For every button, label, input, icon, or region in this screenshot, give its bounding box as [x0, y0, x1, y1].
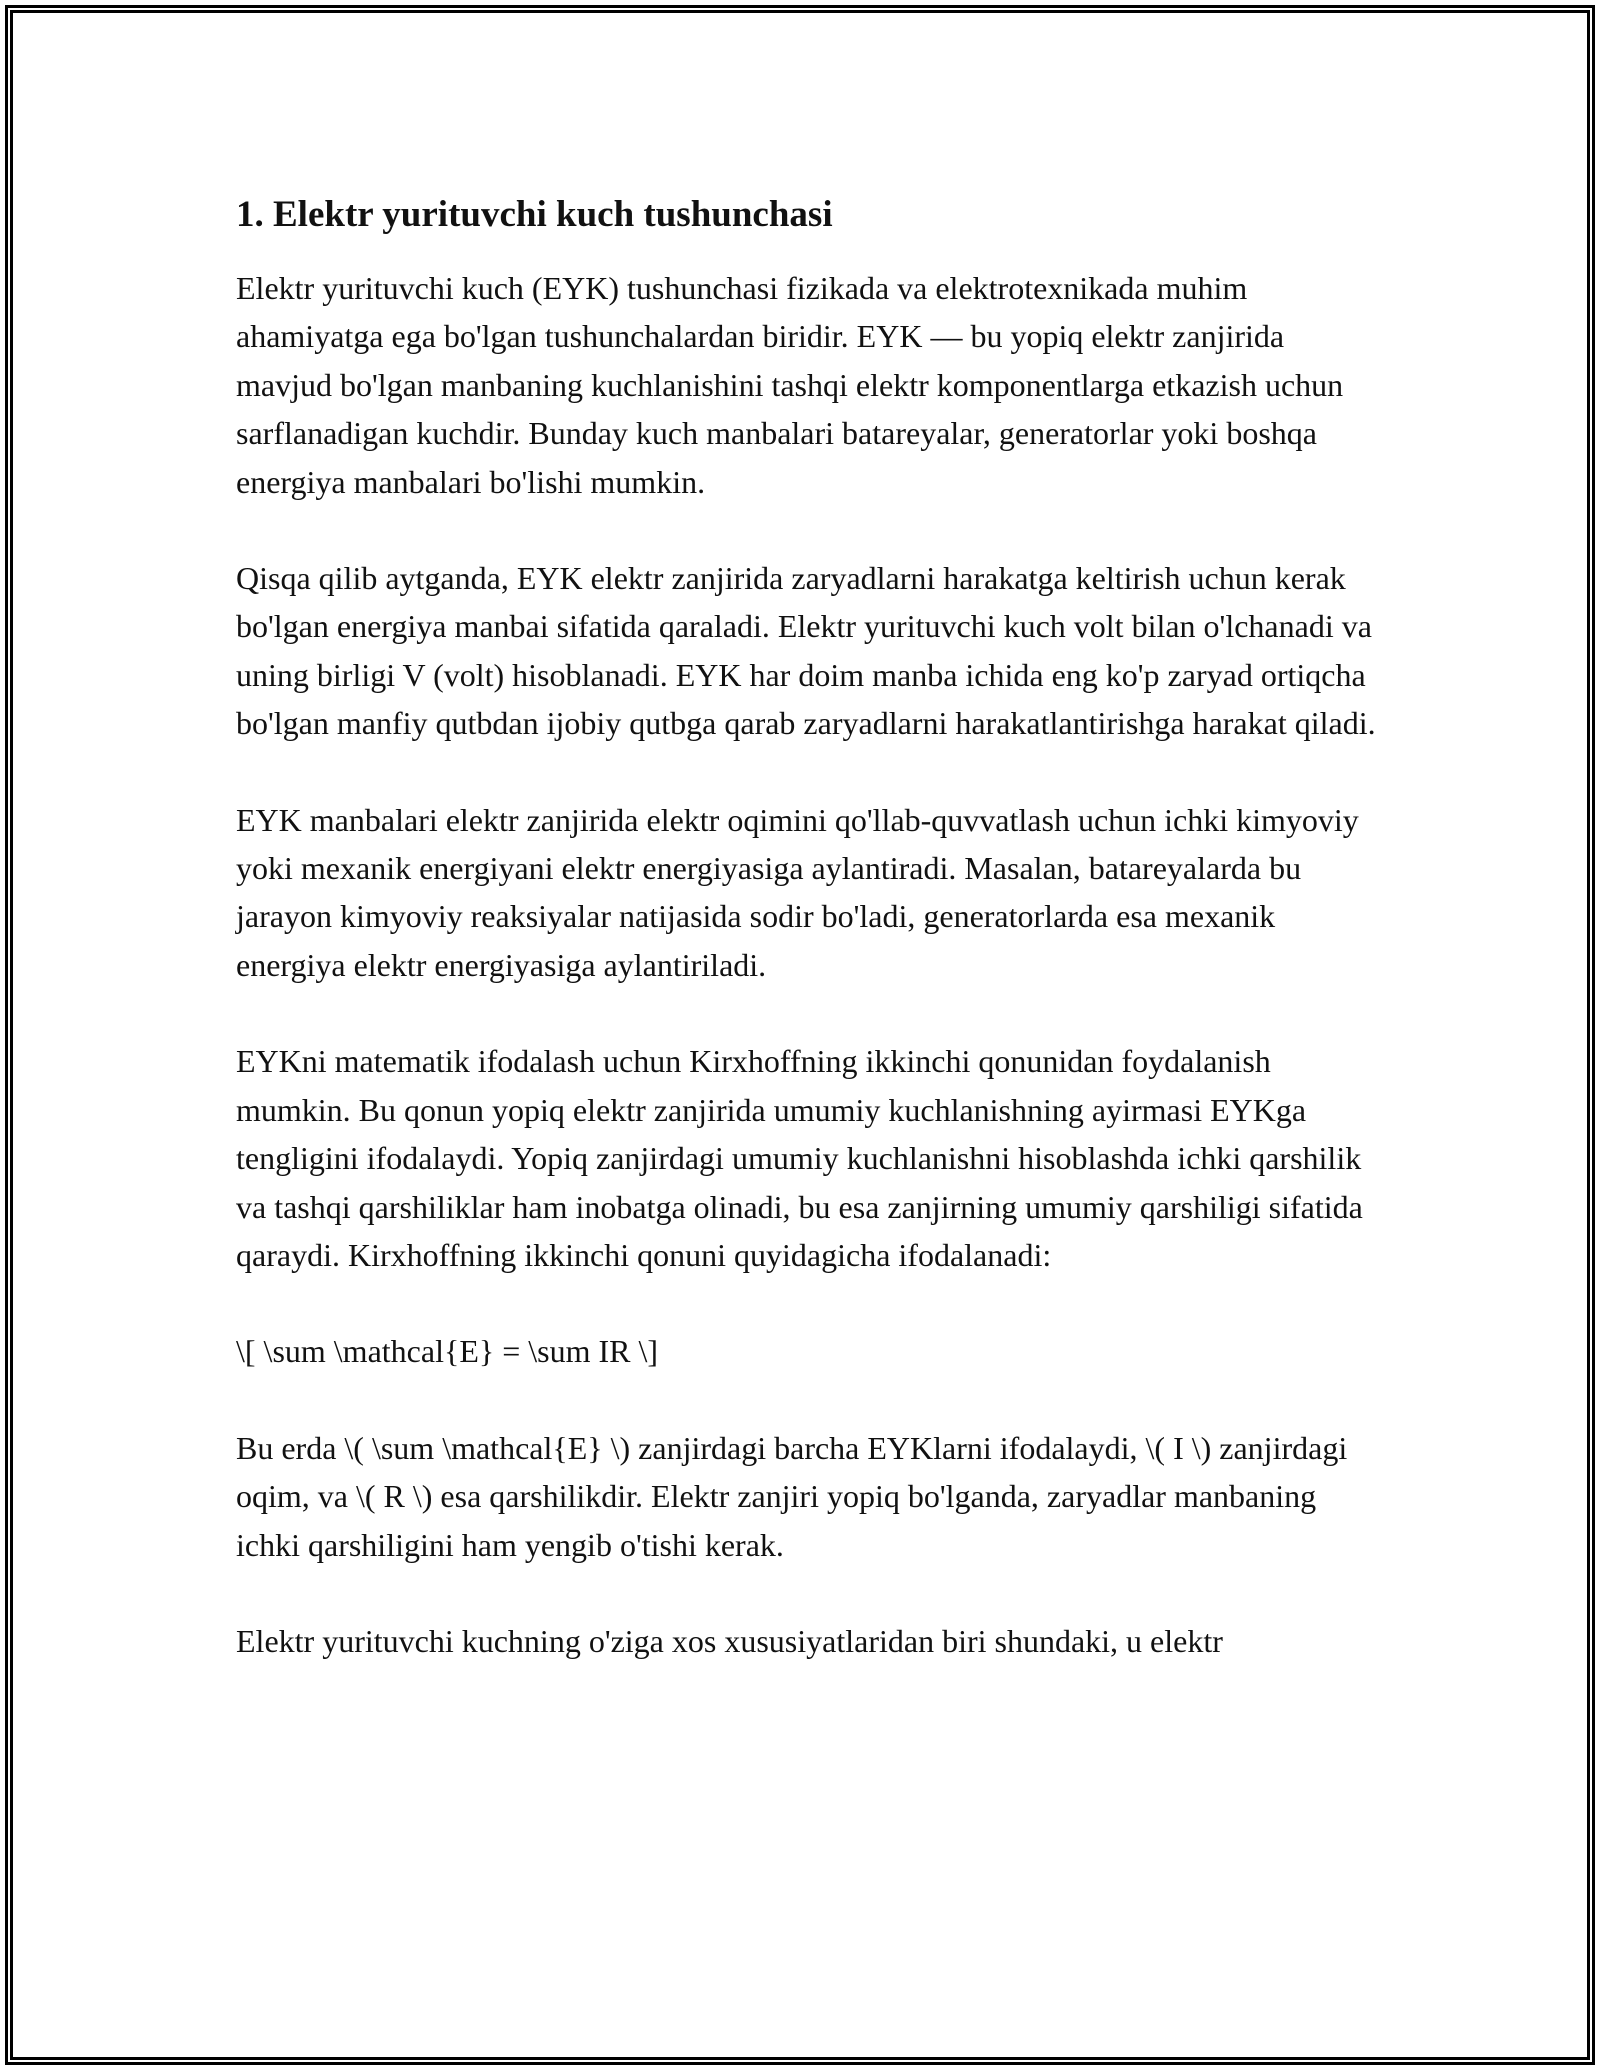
document-body — [236, 188, 1386, 1665]
paragraph-eyk-sources: EYK manbalari elektr zanjirida elektr oqimini qo'llab-quvvatlash uchun ichki kimyoviy yoki mexanik energiyani elektr energiyasiga aylantiradi. Masalan, batareyalarda bu jarayon kimyoviy reaksiyalar natijasida sodir bo'ladi, generatorlarda esa mexanik energiya elektr energiyasiga aylantiriladi. — [236, 801, 1359, 983]
section-heading: 1. Elektr yurituvchi kuch tushunchasi — [236, 194, 833, 235]
paragraph-kirchhoff-law: EYKni matematik ifodalash uchun Kirxhoffning ikkinchi qonunidan foydalanish mumkin. Bu qonun yopiq elektr zanjirida umumiy kuchlanishning ayirmasi EYKga tengligini ifodalaydi. Yopiq zanjirdagi umumiy kuchlanishni hisoblashda ichki qarshilik va tashqi qarshiliklar ham inobatga olinadi, bu esa zanjirning umumiy qarshiligi sifatida qaraydi. Kirxhoffning ikkinchi qonuni quyidagicha ifodalanadi: — [236, 1043, 1363, 1273]
paragraph-eyk-definition: Elektr yurituvchi kuch (EYK) tushunchasi fizikada va elektrotexnikada muhim ahamiyatga ega bo'lgan tushunchalardan biridir. EYK — bu yopiq elektr zanjirida mavjud bo'lgan manbaning kuchlanishini tashqi elektr komponentlarga etkazish uchun sarflanadigan kuchdir. Bunday kuch manbalari batareyalar, generatorlar yoki boshqa energiya manbalari bo'lishi mumkin. — [236, 270, 1344, 500]
formula-kirchhoff: \[ \sum \mathcal{E} = \sum IR \] — [236, 1333, 659, 1370]
paragraph-eyk-properties: Elektr yurituvchi kuchning o'ziga xos xususiyatlaridan biri shundaki, u elektr — [236, 1622, 1223, 1659]
paragraph-formula-explanation: Bu erda \( \sum \mathcal{E} \) zanjirdagi barcha EYKlarni ifodalaydi, \( I \) zanjirdagi oqim, va \( R \) esa qarshilikdir. Elektr zanjiri yopiq bo'lganda, zaryadlar manbaning ichki qarshiligini ham yengib o'tishi kerak. — [236, 1429, 1348, 1563]
paragraph-eyk-energy-source: Qisqa qilib aytganda, EYK elektr zanjirida zaryadlarni harakatga keltirish uchun kerak bo'lgan energiya manbai sifatida qaraladi. Elektr yurituvchi kuch volt bilan o'lchanadi va uning birligi V (volt) hisoblanadi. EYK har doim manba ichida eng ko'p zaryad ortiqcha bo'lgan manfiy qutbdan ijobiy qutbga qarab zaryadlarni harakatlantirishga harakat qiladi. — [236, 560, 1376, 742]
